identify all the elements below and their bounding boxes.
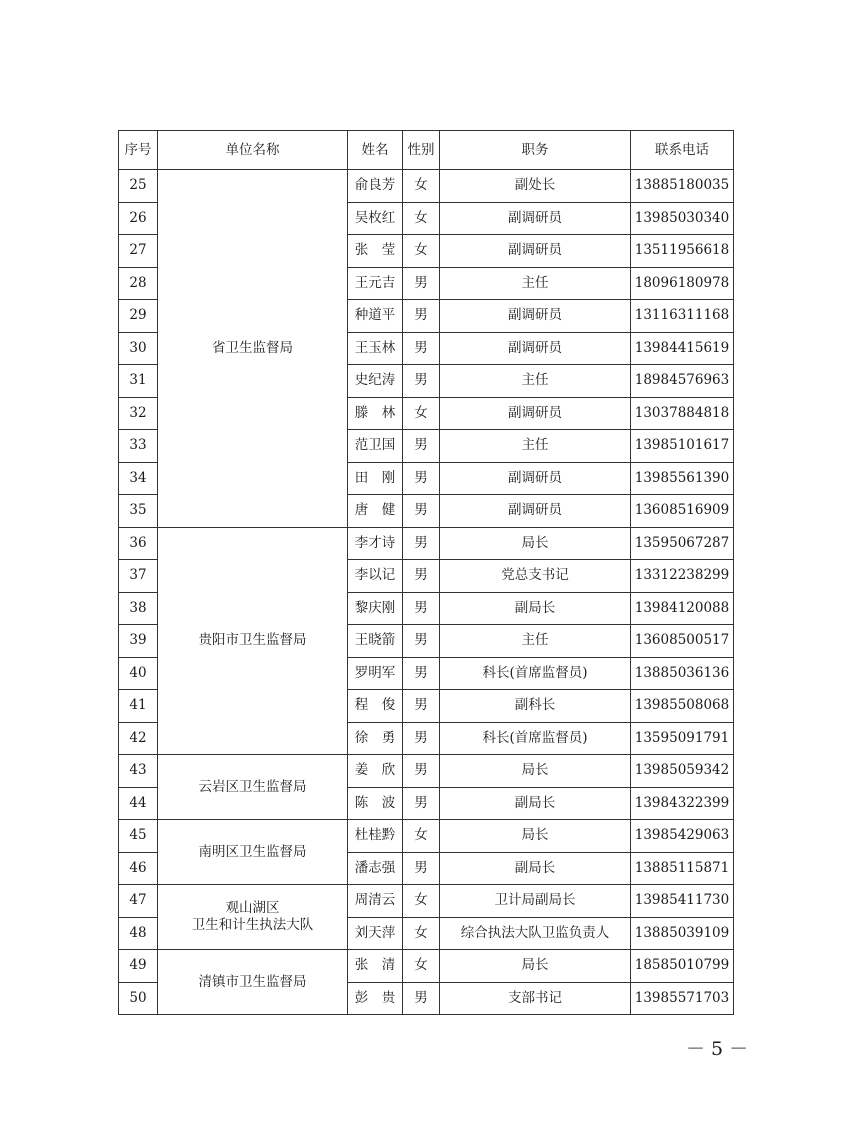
person-name: 彭 贵	[348, 982, 403, 1015]
person-name: 杜桂黔	[348, 820, 403, 853]
unit-name-cell	[158, 950, 348, 1015]
person-gender: 女	[403, 950, 440, 983]
personnel-table	[118, 130, 734, 1015]
unit-name-line: 卫生和计生执法大队	[191, 917, 314, 933]
row-number: 47	[119, 885, 158, 918]
person-phone: 13595067287	[631, 527, 734, 560]
unit-name-line: 清镇市卫生监督局	[198, 973, 307, 990]
page-number: －5－	[686, 1038, 755, 1060]
person-phone: 13985429063	[631, 820, 734, 853]
person-name: 唐 健	[348, 495, 403, 528]
person-title: 副调研员	[440, 202, 631, 235]
person-gender: 女	[403, 885, 440, 918]
unit-name-cell	[158, 527, 348, 755]
person-gender: 女	[403, 917, 440, 950]
person-name: 李才诗	[348, 527, 403, 560]
person-name: 罗明军	[348, 657, 403, 690]
table-row	[119, 170, 734, 203]
person-gender: 男	[403, 365, 440, 398]
person-name: 李以记	[348, 560, 403, 593]
person-title: 副处长	[440, 170, 631, 203]
person-name: 陈 波	[348, 787, 403, 820]
person-title: 副局长	[440, 852, 631, 885]
person-phone: 13116311168	[631, 300, 734, 333]
unit-name-cell	[158, 170, 348, 528]
person-phone: 13985059342	[631, 755, 734, 788]
row-number: 46	[119, 852, 158, 885]
person-title: 卫计局副局长	[440, 885, 631, 918]
row-number: 31	[119, 365, 158, 398]
table-header-row	[119, 131, 734, 170]
person-phone: 13885180035	[631, 170, 734, 203]
person-phone: 13985561390	[631, 462, 734, 495]
table-row	[119, 885, 734, 918]
person-title: 局长	[440, 527, 631, 560]
header-title: 职务	[440, 131, 631, 170]
table-body	[119, 170, 734, 1015]
person-gender: 男	[403, 462, 440, 495]
person-name: 王晓箭	[348, 625, 403, 658]
unit-name-line: 省卫生监督局	[212, 339, 293, 356]
person-name: 吴枚红	[348, 202, 403, 235]
person-phone: 13985101617	[631, 430, 734, 463]
person-gender: 男	[403, 755, 440, 788]
person-gender: 女	[403, 202, 440, 235]
unit-name-line: 云岩区卫生监督局	[198, 778, 307, 795]
person-gender: 男	[403, 527, 440, 560]
person-name: 种道平	[348, 300, 403, 333]
person-phone: 18585010799	[631, 950, 734, 983]
person-title: 科长(首席监督员)	[440, 657, 631, 690]
person-gender: 男	[403, 982, 440, 1015]
person-title: 主任	[440, 267, 631, 300]
person-gender: 女	[403, 820, 440, 853]
unit-name-line: 观山湖区	[225, 900, 280, 916]
person-gender: 男	[403, 332, 440, 365]
header-gender: 性别	[403, 131, 440, 170]
row-number: 29	[119, 300, 158, 333]
person-title: 局长	[440, 820, 631, 853]
person-name: 史纪涛	[348, 365, 403, 398]
row-number: 44	[119, 787, 158, 820]
row-number: 32	[119, 397, 158, 430]
unit-name-line: 南明区卫生监督局	[198, 843, 307, 860]
person-gender: 女	[403, 235, 440, 268]
row-number: 41	[119, 690, 158, 723]
person-phone: 13984322399	[631, 787, 734, 820]
person-name: 张 莹	[348, 235, 403, 268]
unit-name-cell	[158, 755, 348, 820]
person-title: 副调研员	[440, 332, 631, 365]
person-name: 俞良芳	[348, 170, 403, 203]
person-title: 主任	[440, 625, 631, 658]
row-number: 38	[119, 592, 158, 625]
person-gender: 男	[403, 690, 440, 723]
person-title: 副调研员	[440, 397, 631, 430]
row-number: 37	[119, 560, 158, 593]
row-number: 34	[119, 462, 158, 495]
person-title: 副调研员	[440, 462, 631, 495]
row-number: 39	[119, 625, 158, 658]
person-phone: 13885036136	[631, 657, 734, 690]
row-number: 26	[119, 202, 158, 235]
table-row	[119, 820, 734, 853]
table-row	[119, 950, 734, 983]
person-name: 徐 勇	[348, 722, 403, 755]
person-phone: 18096180978	[631, 267, 734, 300]
person-phone: 13985030340	[631, 202, 734, 235]
row-number: 33	[119, 430, 158, 463]
person-title: 副调研员	[440, 235, 631, 268]
header-name: 姓名	[348, 131, 403, 170]
person-title: 科长(首席监督员)	[440, 722, 631, 755]
person-title: 党总支书记	[440, 560, 631, 593]
person-phone: 13511956618	[631, 235, 734, 268]
table-row	[119, 527, 734, 560]
person-gender: 男	[403, 430, 440, 463]
person-phone: 13037884818	[631, 397, 734, 430]
unit-name-cell	[158, 820, 348, 885]
row-number: 27	[119, 235, 158, 268]
person-name: 王玉林	[348, 332, 403, 365]
row-number: 35	[119, 495, 158, 528]
person-title: 支部书记	[440, 982, 631, 1015]
person-title: 局长	[440, 755, 631, 788]
person-title: 主任	[440, 430, 631, 463]
header-phone: 联系电话	[631, 131, 734, 170]
person-title: 副调研员	[440, 300, 631, 333]
person-gender: 男	[403, 657, 440, 690]
person-gender: 男	[403, 300, 440, 333]
person-name: 田 刚	[348, 462, 403, 495]
person-phone: 13984415619	[631, 332, 734, 365]
person-gender: 男	[403, 495, 440, 528]
header-unit: 单位名称	[158, 131, 348, 170]
person-name: 刘天萍	[348, 917, 403, 950]
row-number: 36	[119, 527, 158, 560]
person-gender: 男	[403, 787, 440, 820]
person-gender: 男	[403, 267, 440, 300]
person-phone: 13595091791	[631, 722, 734, 755]
person-phone: 13608516909	[631, 495, 734, 528]
person-name: 潘志强	[348, 852, 403, 885]
person-name: 范卫国	[348, 430, 403, 463]
person-phone: 13985508068	[631, 690, 734, 723]
person-title: 局长	[440, 950, 631, 983]
person-phone: 13885039109	[631, 917, 734, 950]
person-phone: 13608500517	[631, 625, 734, 658]
unit-name-cell	[158, 885, 348, 950]
row-number: 30	[119, 332, 158, 365]
person-name: 张 清	[348, 950, 403, 983]
person-name: 程 俊	[348, 690, 403, 723]
row-number: 45	[119, 820, 158, 853]
person-phone: 13984120088	[631, 592, 734, 625]
header-no: 序号	[119, 131, 158, 170]
row-number: 28	[119, 267, 158, 300]
person-gender: 女	[403, 170, 440, 203]
row-number: 43	[119, 755, 158, 788]
person-name: 王元吉	[348, 267, 403, 300]
person-gender: 男	[403, 722, 440, 755]
person-title: 副局长	[440, 787, 631, 820]
person-gender: 女	[403, 397, 440, 430]
person-title: 主任	[440, 365, 631, 398]
person-name: 姜 欣	[348, 755, 403, 788]
person-gender: 男	[403, 592, 440, 625]
person-phone: 18984576963	[631, 365, 734, 398]
row-number: 42	[119, 722, 158, 755]
person-title: 副科长	[440, 690, 631, 723]
unit-name-line: 贵阳市卫生监督局	[198, 632, 307, 649]
person-gender: 男	[403, 852, 440, 885]
person-phone: 13985411730	[631, 885, 734, 918]
person-name: 黎庆刚	[348, 592, 403, 625]
row-number: 48	[119, 917, 158, 950]
person-phone: 13885115871	[631, 852, 734, 885]
person-phone: 13312238299	[631, 560, 734, 593]
row-number: 50	[119, 982, 158, 1015]
person-gender: 男	[403, 560, 440, 593]
person-title: 副调研员	[440, 495, 631, 528]
person-gender: 男	[403, 625, 440, 658]
person-name: 滕 林	[348, 397, 403, 430]
row-number: 40	[119, 657, 158, 690]
person-title: 综合执法大队卫监负责人	[440, 917, 631, 950]
person-title: 副局长	[440, 592, 631, 625]
person-phone: 13985571703	[631, 982, 734, 1015]
person-name: 周清云	[348, 885, 403, 918]
row-number: 49	[119, 950, 158, 983]
row-number: 25	[119, 170, 158, 203]
table-row	[119, 755, 734, 788]
